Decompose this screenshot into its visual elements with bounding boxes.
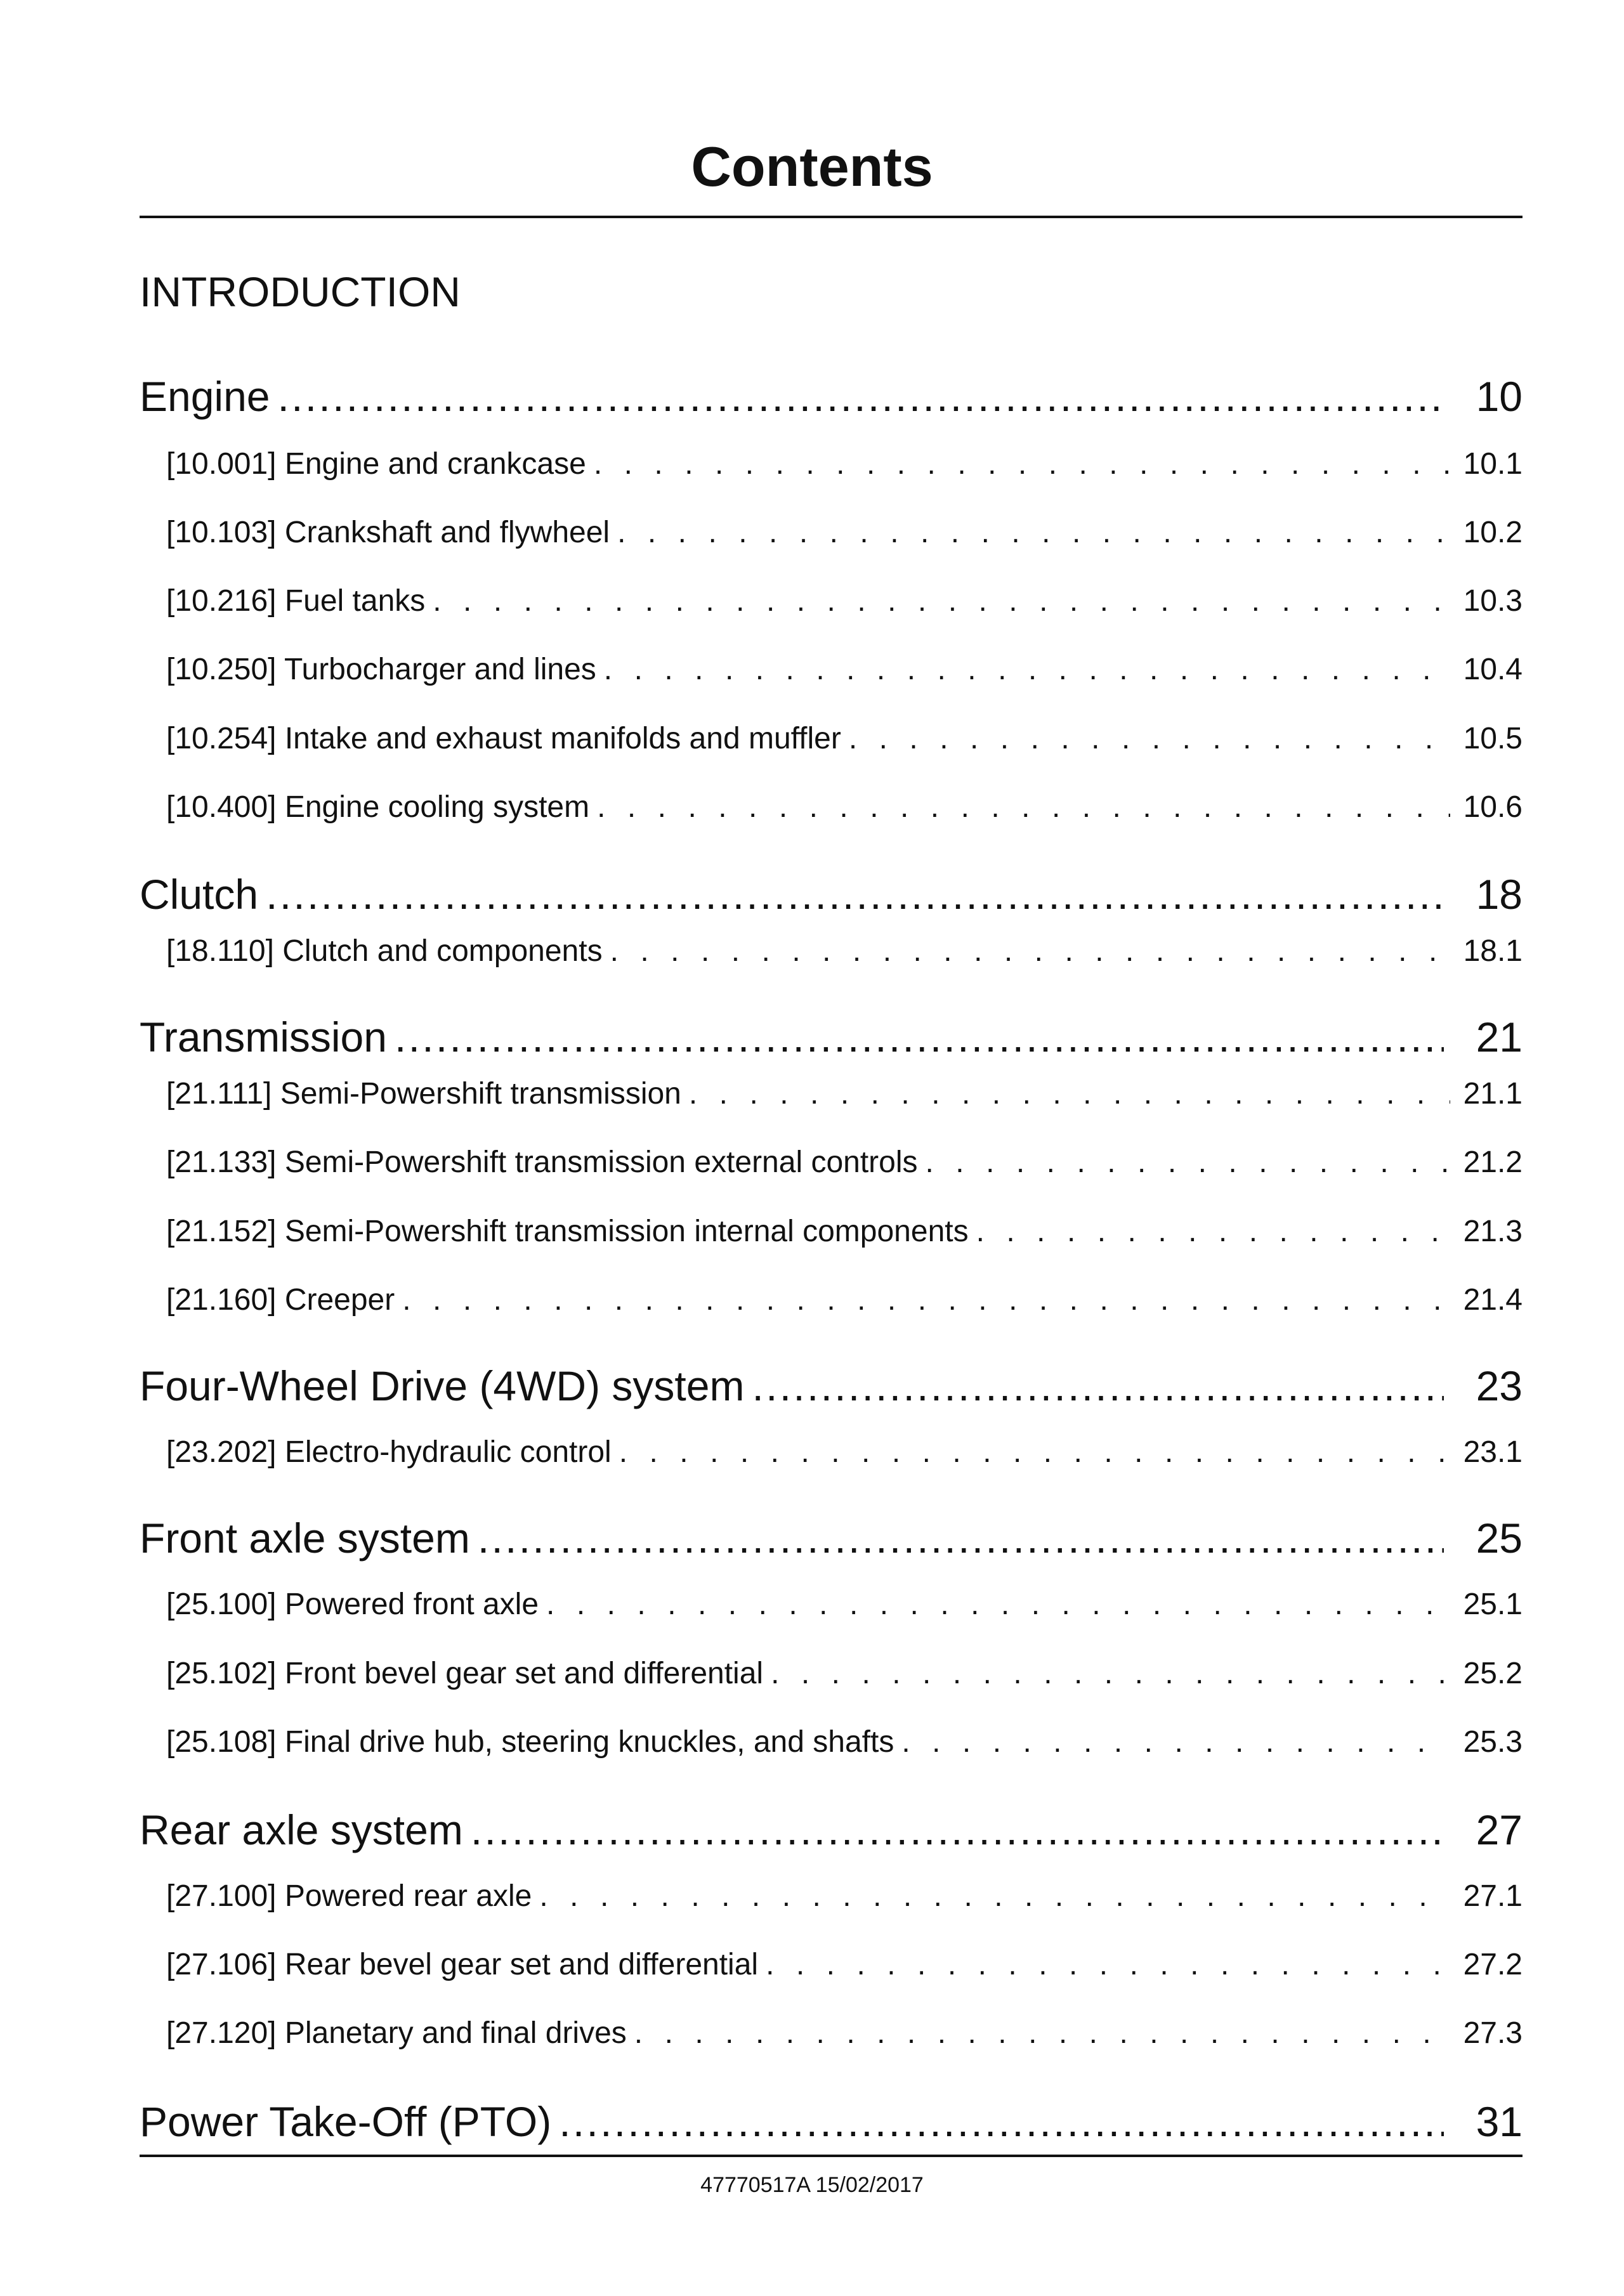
dot-leader (471, 1801, 1444, 1858)
dot-leader (619, 1430, 1450, 1475)
toc-subsection-entry[interactable] (166, 442, 1522, 486)
dot-leader (926, 1140, 1450, 1185)
dot-leader (395, 1008, 1444, 1066)
dot-leader (634, 2011, 1450, 2056)
dot-leader (266, 866, 1444, 923)
toc-page-number: 27.1 (1463, 1879, 1522, 1913)
toc-subsection-entry[interactable] (166, 1582, 1522, 1627)
toc-entry-label: [21.111] Semi-Powershift transmission (166, 1077, 681, 1111)
dot-leader (849, 717, 1450, 761)
dot-leader (546, 1582, 1450, 1627)
toc-section-entry[interactable] (140, 1510, 1522, 1567)
toc-section-entry[interactable] (140, 1801, 1522, 1858)
toc-subsection-entry[interactable] (166, 1140, 1522, 1185)
toc-entry-label: Four-Wheel Drive (4WD) system (140, 1362, 745, 1409)
toc-page-number: 23 (1476, 1362, 1522, 1409)
toc-page-number: 18.1 (1463, 934, 1522, 968)
toc-page-number: 27.3 (1463, 2016, 1522, 2050)
footer-rule (140, 2155, 1522, 2157)
toc-subsection-entry[interactable] (166, 1720, 1522, 1764)
toc-page-number: 10.6 (1463, 790, 1522, 824)
toc-subsection-entry[interactable] (166, 1652, 1522, 1696)
toc-subsection-entry[interactable] (166, 717, 1522, 761)
toc-subsection-entry[interactable] (166, 1072, 1522, 1116)
dot-leader (610, 929, 1450, 974)
toc-page-number: 18 (1476, 871, 1522, 918)
toc-entry-label: Clutch (140, 871, 259, 918)
page-title: Contents (691, 135, 933, 198)
toc-entry-label: [10.400] Engine cooling system (166, 790, 590, 824)
dot-leader (901, 1720, 1450, 1764)
toc-subsection-entry[interactable] (166, 1278, 1522, 1322)
toc-page-number: 21.2 (1463, 1145, 1522, 1179)
toc-page-number: 21 (1476, 1014, 1522, 1060)
toc-entry-label: [21.152] Semi-Powershift transmission internal components (166, 1215, 969, 1248)
toc-page-number: 10.3 (1463, 584, 1522, 618)
toc-page-number: 10.5 (1463, 722, 1522, 755)
toc-page-number: 21.4 (1463, 1283, 1522, 1317)
toc-entry-label: [23.202] Electro-hydraulic control (166, 1435, 612, 1469)
toc-entry-label: [25.100] Powered front axle (166, 1588, 539, 1621)
toc-subsection-entry[interactable] (166, 1874, 1522, 1919)
toc-page-number: 21.3 (1463, 1215, 1522, 1248)
toc-entry-label: [10.103] Crankshaft and flywheel (166, 516, 610, 549)
dot-leader (766, 1943, 1450, 1987)
toc-page-number: 10 (1476, 373, 1522, 420)
toc-page-number: 23.1 (1463, 1435, 1522, 1469)
dot-leader (752, 1357, 1444, 1414)
toc-page-number: 21.1 (1463, 1077, 1522, 1111)
dot-leader (689, 1072, 1450, 1116)
footer-document-id: 47770517A 15/02/2017 (700, 2173, 924, 2197)
toc-page-number: 25.3 (1463, 1725, 1522, 1759)
toc-entry-label: [25.108] Final drive hub, steering knuckles, and shafts (166, 1725, 894, 1759)
toc-entry-label: Transmission (140, 1014, 387, 1060)
dot-leader (539, 1874, 1450, 1919)
dot-leader (617, 511, 1450, 555)
toc-entry-label: Rear axle system (140, 1806, 463, 1853)
toc-entry-label: [18.110] Clutch and components (166, 934, 603, 968)
toc-section-entry[interactable] (140, 368, 1522, 425)
toc-entry-label: [21.133] Semi-Powershift transmission external controls (166, 1145, 918, 1179)
toc-subsection-entry[interactable] (166, 2011, 1522, 2056)
toc-entry-label: [10.216] Fuel tanks (166, 584, 426, 618)
dot-leader (976, 1210, 1450, 1254)
toc-subsection-entry[interactable] (166, 511, 1522, 555)
toc-section-entry[interactable] (140, 1008, 1522, 1066)
toc-entry-label: [27.120] Planetary and final drives (166, 2016, 627, 2050)
toc-entry-label: [27.106] Rear bevel gear set and differential (166, 1948, 759, 1981)
toc-subsection-entry[interactable] (166, 1430, 1522, 1475)
toc-subsection-entry[interactable] (166, 648, 1522, 692)
introduction-heading: INTRODUCTION (140, 268, 461, 315)
toc-entry-label: [10.250] Turbocharger and lines (166, 653, 596, 686)
dot-leader (402, 1278, 1450, 1322)
dot-leader (604, 648, 1450, 692)
toc-entry-label: [25.102] Front bevel gear set and differential (166, 1657, 764, 1690)
toc-entry-label: [10.254] Intake and exhaust manifolds and muffler (166, 722, 841, 755)
dot-leader (278, 368, 1444, 425)
dot-leader (433, 579, 1450, 623)
toc-subsection-entry[interactable] (166, 929, 1522, 974)
toc-entry-label: Front axle system (140, 1515, 470, 1562)
toc-section-entry[interactable] (140, 2093, 1522, 2150)
toc-subsection-entry[interactable] (166, 1210, 1522, 1254)
title-rule (140, 216, 1522, 218)
toc-page-number: 25 (1476, 1515, 1522, 1562)
toc-subsection-entry[interactable] (166, 1943, 1522, 1987)
toc-section-entry[interactable] (140, 1357, 1522, 1414)
toc-page-number: 31 (1476, 2098, 1522, 2145)
toc-page-number: 27.2 (1463, 1948, 1522, 1981)
toc-subsection-entry[interactable] (166, 579, 1522, 623)
toc-subsection-entry[interactable] (166, 785, 1522, 830)
toc-page-number: 25.1 (1463, 1588, 1522, 1621)
toc-page-number: 10.4 (1463, 653, 1522, 686)
toc-entry-label: [21.160] Creeper (166, 1283, 395, 1317)
dot-leader (559, 2093, 1444, 2150)
toc-page-number: 10.2 (1463, 516, 1522, 549)
dot-leader (771, 1652, 1450, 1696)
toc-page-number: 10.1 (1463, 447, 1522, 481)
toc-section-entry[interactable] (140, 866, 1522, 923)
dot-leader (478, 1510, 1444, 1567)
toc-entry-label: Engine (140, 373, 270, 420)
toc-entry-label: Power Take-Off (PTO) (140, 2098, 552, 2145)
toc-page-number: 25.2 (1463, 1657, 1522, 1690)
toc-page-number: 27 (1476, 1806, 1522, 1853)
toc-entry-label: [27.100] Powered rear axle (166, 1879, 532, 1913)
dot-leader (594, 442, 1450, 486)
toc-entry-label: [10.001] Engine and crankcase (166, 447, 586, 481)
dot-leader (597, 785, 1450, 830)
